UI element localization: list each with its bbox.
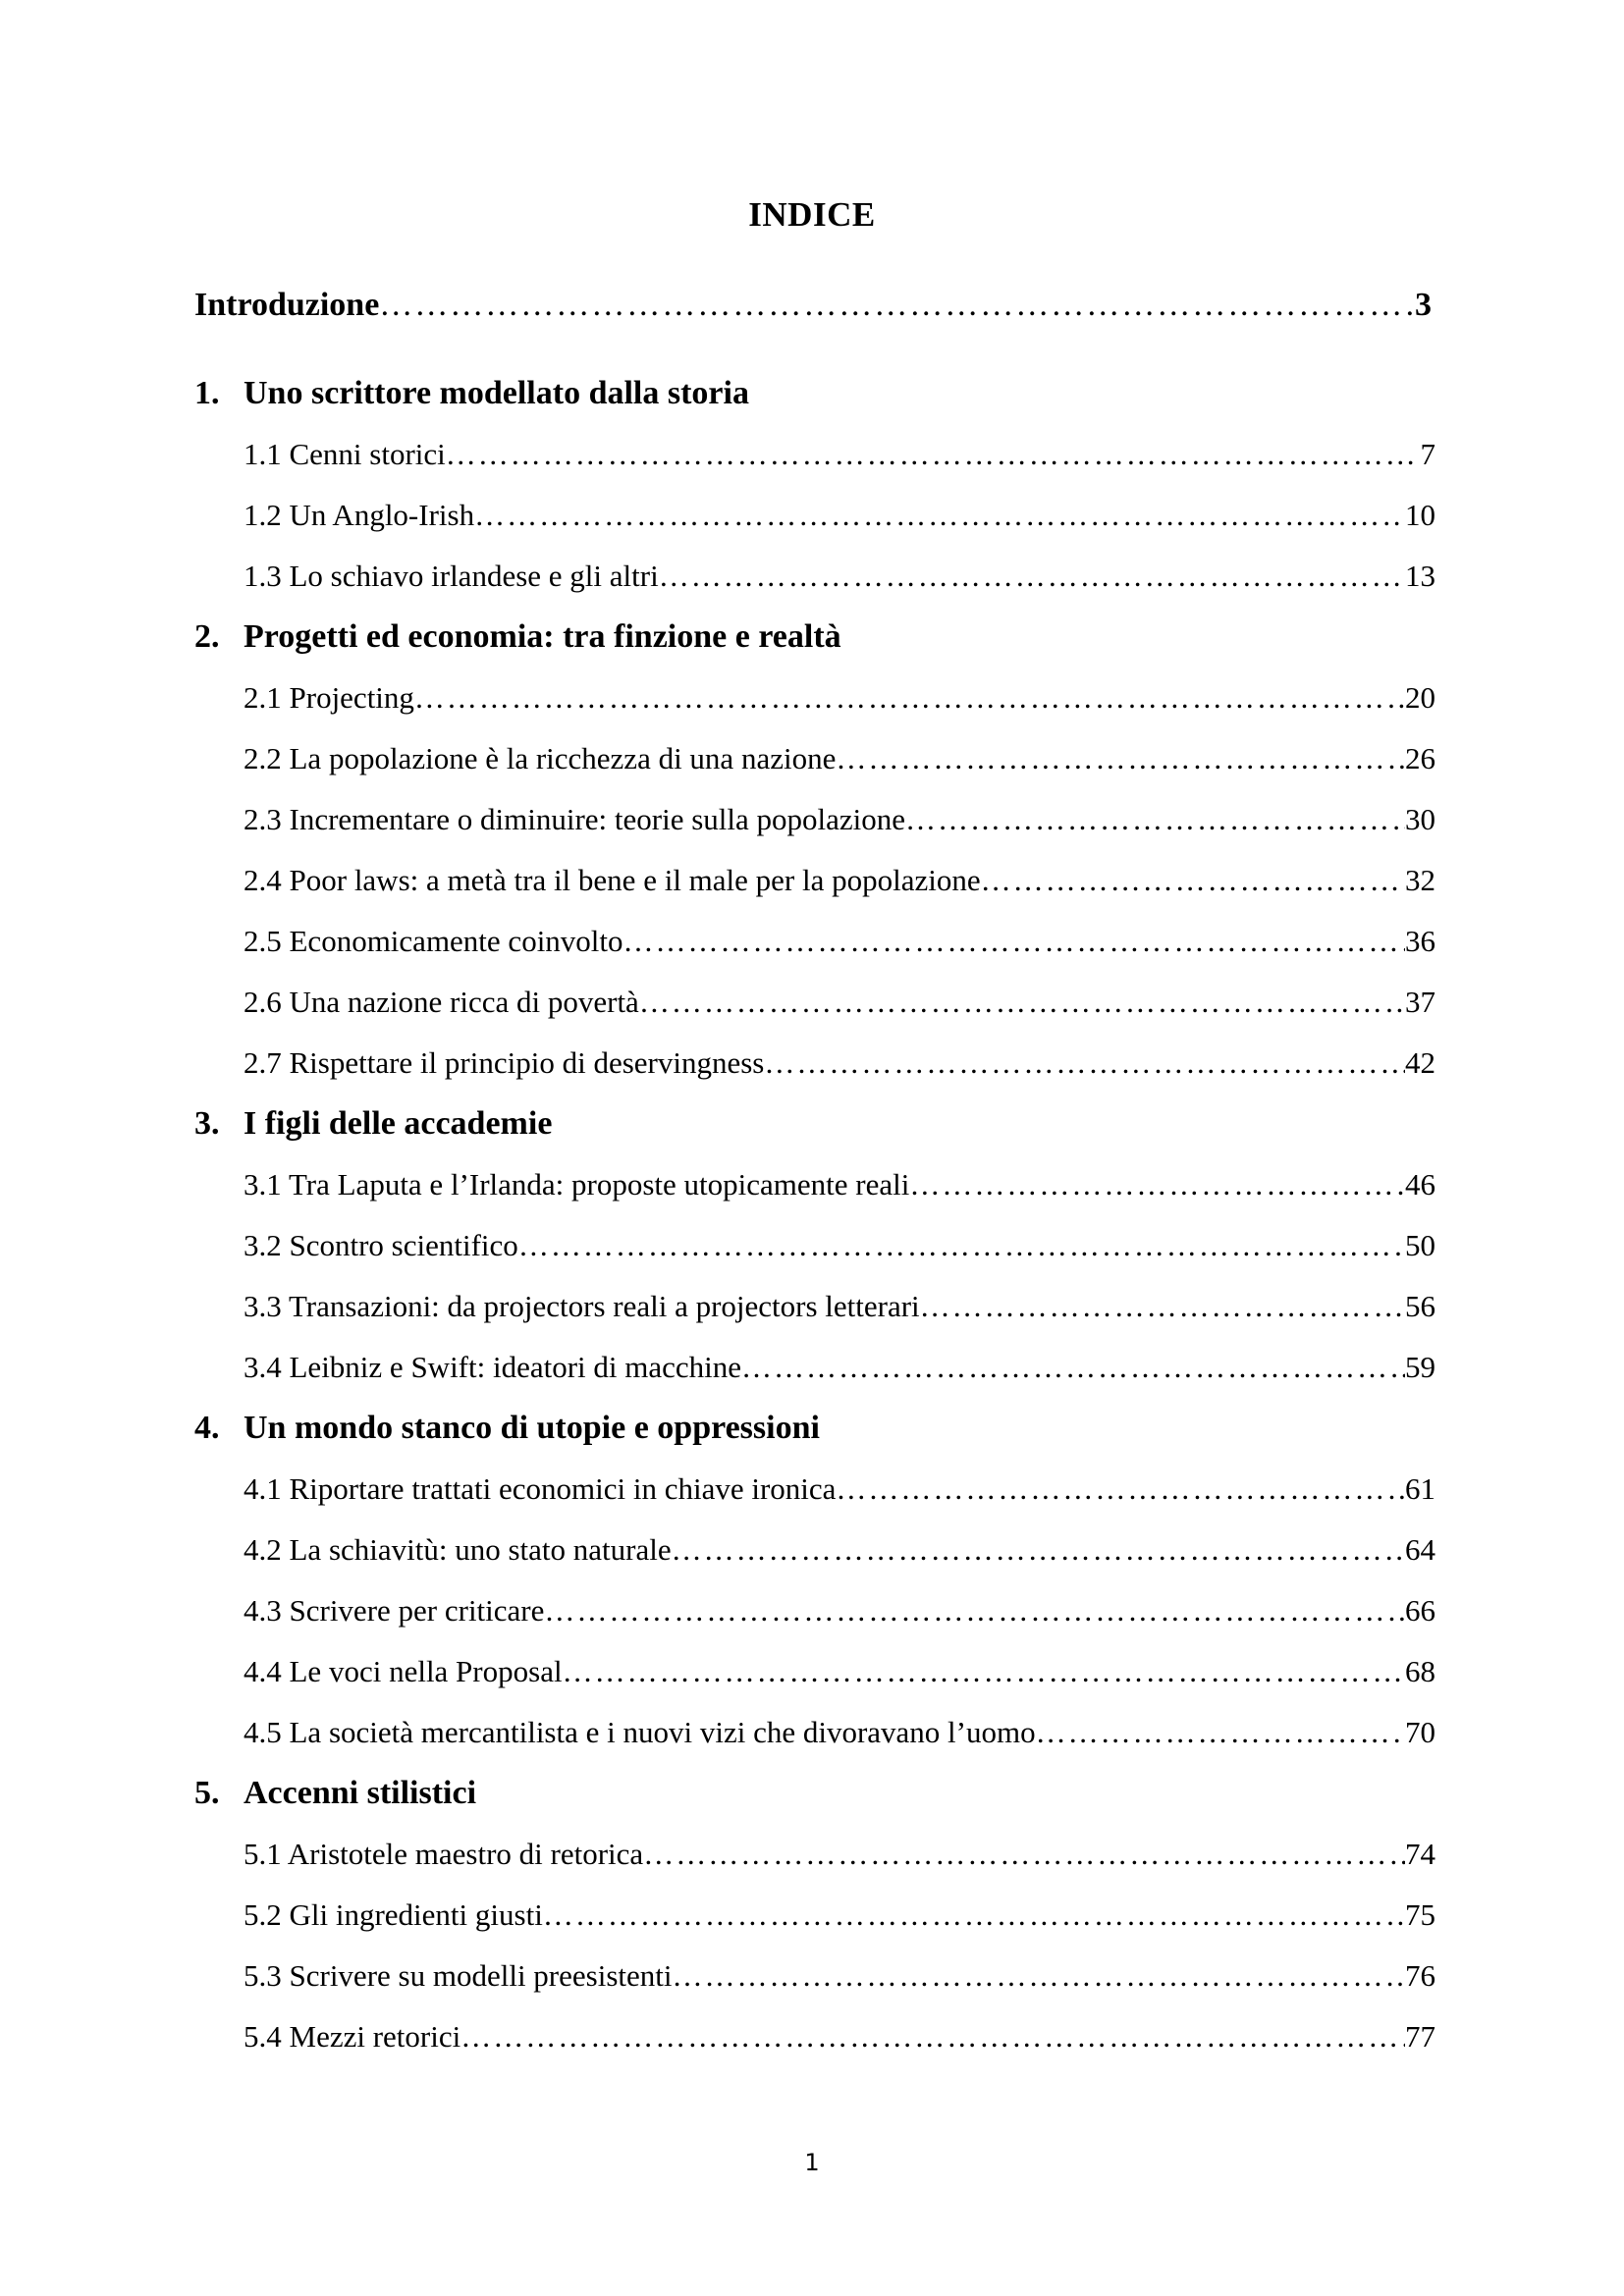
toc-section-label: 3.2 Scontro scientifico	[244, 1228, 518, 1262]
toc-section-page: 68	[1405, 1654, 1435, 1688]
toc-chapter[interactable]	[194, 614, 1432, 660]
toc-chapter[interactable]	[194, 1771, 1432, 1816]
toc-section-label: 4.4 Le voci nella Proposal	[244, 1654, 563, 1688]
toc-section[interactable]	[244, 1832, 1435, 1877]
toc-section-page: 13	[1405, 559, 1435, 593]
toc-section-page: 64	[1405, 1532, 1435, 1567]
toc-chapter-number: 4.	[194, 1410, 220, 1446]
dot-leader	[672, 1953, 1405, 1999]
toc-section[interactable]	[244, 858, 1435, 903]
toc-section-label: 2.7 Rispettare il principio di deservingness	[244, 1045, 765, 1080]
dot-leader	[623, 919, 1405, 964]
toc-section-page: 42	[1405, 1045, 1435, 1080]
dot-leader	[836, 736, 1405, 781]
toc-section-label: 2.3 Incrementare o diminuire: teorie sulla popolazione	[244, 802, 906, 836]
toc-section-page: 75	[1405, 1897, 1435, 1932]
toc-section-page: 56	[1405, 1289, 1435, 1323]
toc-section-label: 3.4 Leibniz e Swift: ideatori di macchine	[244, 1350, 742, 1384]
toc-section[interactable]	[244, 1649, 1435, 1694]
toc-section-page: 46	[1405, 1167, 1435, 1201]
toc-section-page: 74	[1405, 1837, 1435, 1871]
toc-section[interactable]	[244, 675, 1435, 721]
toc-chapter-number: 2.	[194, 618, 220, 655]
toc-section-page: 32	[1405, 863, 1435, 897]
toc-section[interactable]	[244, 1041, 1435, 1086]
toc-chapter-number: 3.	[194, 1105, 220, 1142]
toc-section-page: 10	[1405, 498, 1435, 532]
toc-section-page: 26	[1405, 741, 1435, 775]
toc-section-page: 50	[1405, 1228, 1435, 1262]
toc-section[interactable]	[244, 980, 1435, 1025]
toc-section-page: 77	[1405, 2019, 1435, 2054]
toc-section-label: 3.3 Transazioni: da projectors reali a projectors letterari	[244, 1289, 920, 1323]
toc-section[interactable]	[244, 1953, 1435, 1999]
toc-section-label: 2.4 Poor laws: a metà tra il bene e il male per la popolazione	[244, 863, 981, 897]
toc-section[interactable]	[244, 1284, 1435, 1329]
toc-section-label: 4.2 La schiavitù: uno stato naturale	[244, 1532, 672, 1567]
dot-leader	[920, 1284, 1405, 1329]
toc-section-label: 5.1 Aristotele maestro di retorica	[244, 1837, 644, 1871]
dot-leader	[414, 675, 1405, 721]
toc-chapter[interactable]	[194, 371, 1432, 416]
toc-section[interactable]	[244, 1223, 1435, 1268]
dot-leader	[543, 1893, 1405, 1938]
toc-section-label: 1.3 Lo schiavo irlandese e gli altri	[244, 559, 659, 593]
page-title: INDICE	[748, 195, 876, 234]
dot-leader	[764, 1041, 1405, 1086]
toc-section-label: 5.3 Scrivere su modelli preesistenti	[244, 1958, 673, 1993]
dot-leader	[446, 432, 1421, 477]
dot-leader	[909, 1162, 1405, 1207]
toc-chapter-number: 1.	[194, 375, 220, 411]
toc-section-page: 30	[1405, 802, 1435, 836]
toc-section[interactable]	[244, 1588, 1435, 1633]
toc-section[interactable]	[244, 797, 1435, 842]
toc-section-label: 2.6 Una nazione ricca di povertà	[244, 985, 639, 1019]
toc-section-label: 2.2 La popolazione è la ricchezza di una nazione	[244, 741, 837, 775]
toc-section[interactable]	[244, 2014, 1435, 2059]
dot-leader	[379, 283, 1415, 328]
toc-chapter-title: Accenni stilistici	[244, 1775, 477, 1811]
toc-section-page: 7	[1420, 437, 1435, 471]
dot-leader	[672, 1527, 1405, 1573]
toc-chapter-title: Un mondo stanco di utopie e oppressioni	[244, 1410, 820, 1446]
toc-section-label: 1.1 Cenni storici	[244, 437, 446, 471]
toc-chapter[interactable]	[194, 1101, 1432, 1147]
toc-section[interactable]	[244, 1162, 1435, 1207]
toc-section-page: 20	[1405, 680, 1435, 715]
dot-leader	[981, 858, 1405, 903]
toc-section[interactable]	[244, 1467, 1435, 1512]
toc-section[interactable]	[244, 1710, 1435, 1755]
toc-chapter[interactable]	[194, 1406, 1432, 1451]
toc-chapter-title: Progetti ed economia: tra finzione e realtà	[244, 618, 841, 655]
toc-section[interactable]	[244, 554, 1435, 599]
toc-section-label: 5.2 Gli ingredienti giusti	[244, 1897, 543, 1932]
toc-section-label: 1.2 Un Anglo-Irish	[244, 498, 475, 532]
toc-section-page: 59	[1405, 1350, 1435, 1384]
toc-section-label: 4.1 Riportare trattati economici in chiave ironica	[244, 1471, 837, 1506]
toc-section-page: 37	[1405, 985, 1435, 1019]
toc-section[interactable]	[244, 1345, 1435, 1390]
dot-leader	[643, 1832, 1405, 1877]
toc-section-label: 4.5 La società mercantilista e i nuovi vizi che divoravano l’uomo	[244, 1715, 1036, 1749]
dot-leader	[905, 797, 1405, 842]
toc-section-page: 66	[1405, 1593, 1435, 1628]
page-number: 1	[804, 2149, 820, 2176]
toc-section[interactable]	[244, 1527, 1435, 1573]
toc-section-label: 4.3 Scrivere per criticare	[244, 1593, 545, 1628]
dot-leader	[659, 554, 1405, 599]
dot-leader	[836, 1467, 1405, 1512]
dot-leader	[741, 1345, 1405, 1390]
dot-leader	[474, 493, 1405, 538]
toc-section-page: 70	[1405, 1715, 1435, 1749]
dot-leader	[460, 2014, 1405, 2059]
toc-section-page: 76	[1405, 1958, 1435, 1993]
toc-section-label: 5.4 Mezzi retorici	[244, 2019, 461, 2054]
toc-chapter-title: I figli delle accademie	[244, 1105, 553, 1142]
dot-leader	[518, 1223, 1405, 1268]
toc-introduction[interactable]	[194, 283, 1432, 328]
toc-section-page: 36	[1405, 924, 1435, 958]
dot-leader	[639, 980, 1405, 1025]
dot-leader	[1036, 1710, 1405, 1755]
toc-section[interactable]	[244, 919, 1435, 964]
dot-leader	[544, 1588, 1405, 1633]
toc-section[interactable]	[244, 432, 1435, 477]
toc-chapter-title: Uno scrittore modellato dalla storia	[244, 375, 749, 411]
toc-section-label: 2.5 Economicamente coinvolto	[244, 924, 623, 958]
toc-section[interactable]	[244, 736, 1435, 781]
toc-section-label: 2.1 Projecting	[244, 680, 414, 715]
toc-section-page: 61	[1405, 1471, 1435, 1506]
toc-chapter-number: 5.	[194, 1775, 220, 1811]
dot-leader	[563, 1649, 1405, 1694]
toc-section-label: 3.1 Tra Laputa e l’Irlanda: proposte utopicamente reali	[244, 1167, 910, 1201]
toc-introduction-label: Introduzione	[194, 287, 380, 323]
toc-introduction-page: 3	[1415, 287, 1432, 323]
toc-section[interactable]	[244, 493, 1435, 538]
toc-section[interactable]	[244, 1893, 1435, 1938]
